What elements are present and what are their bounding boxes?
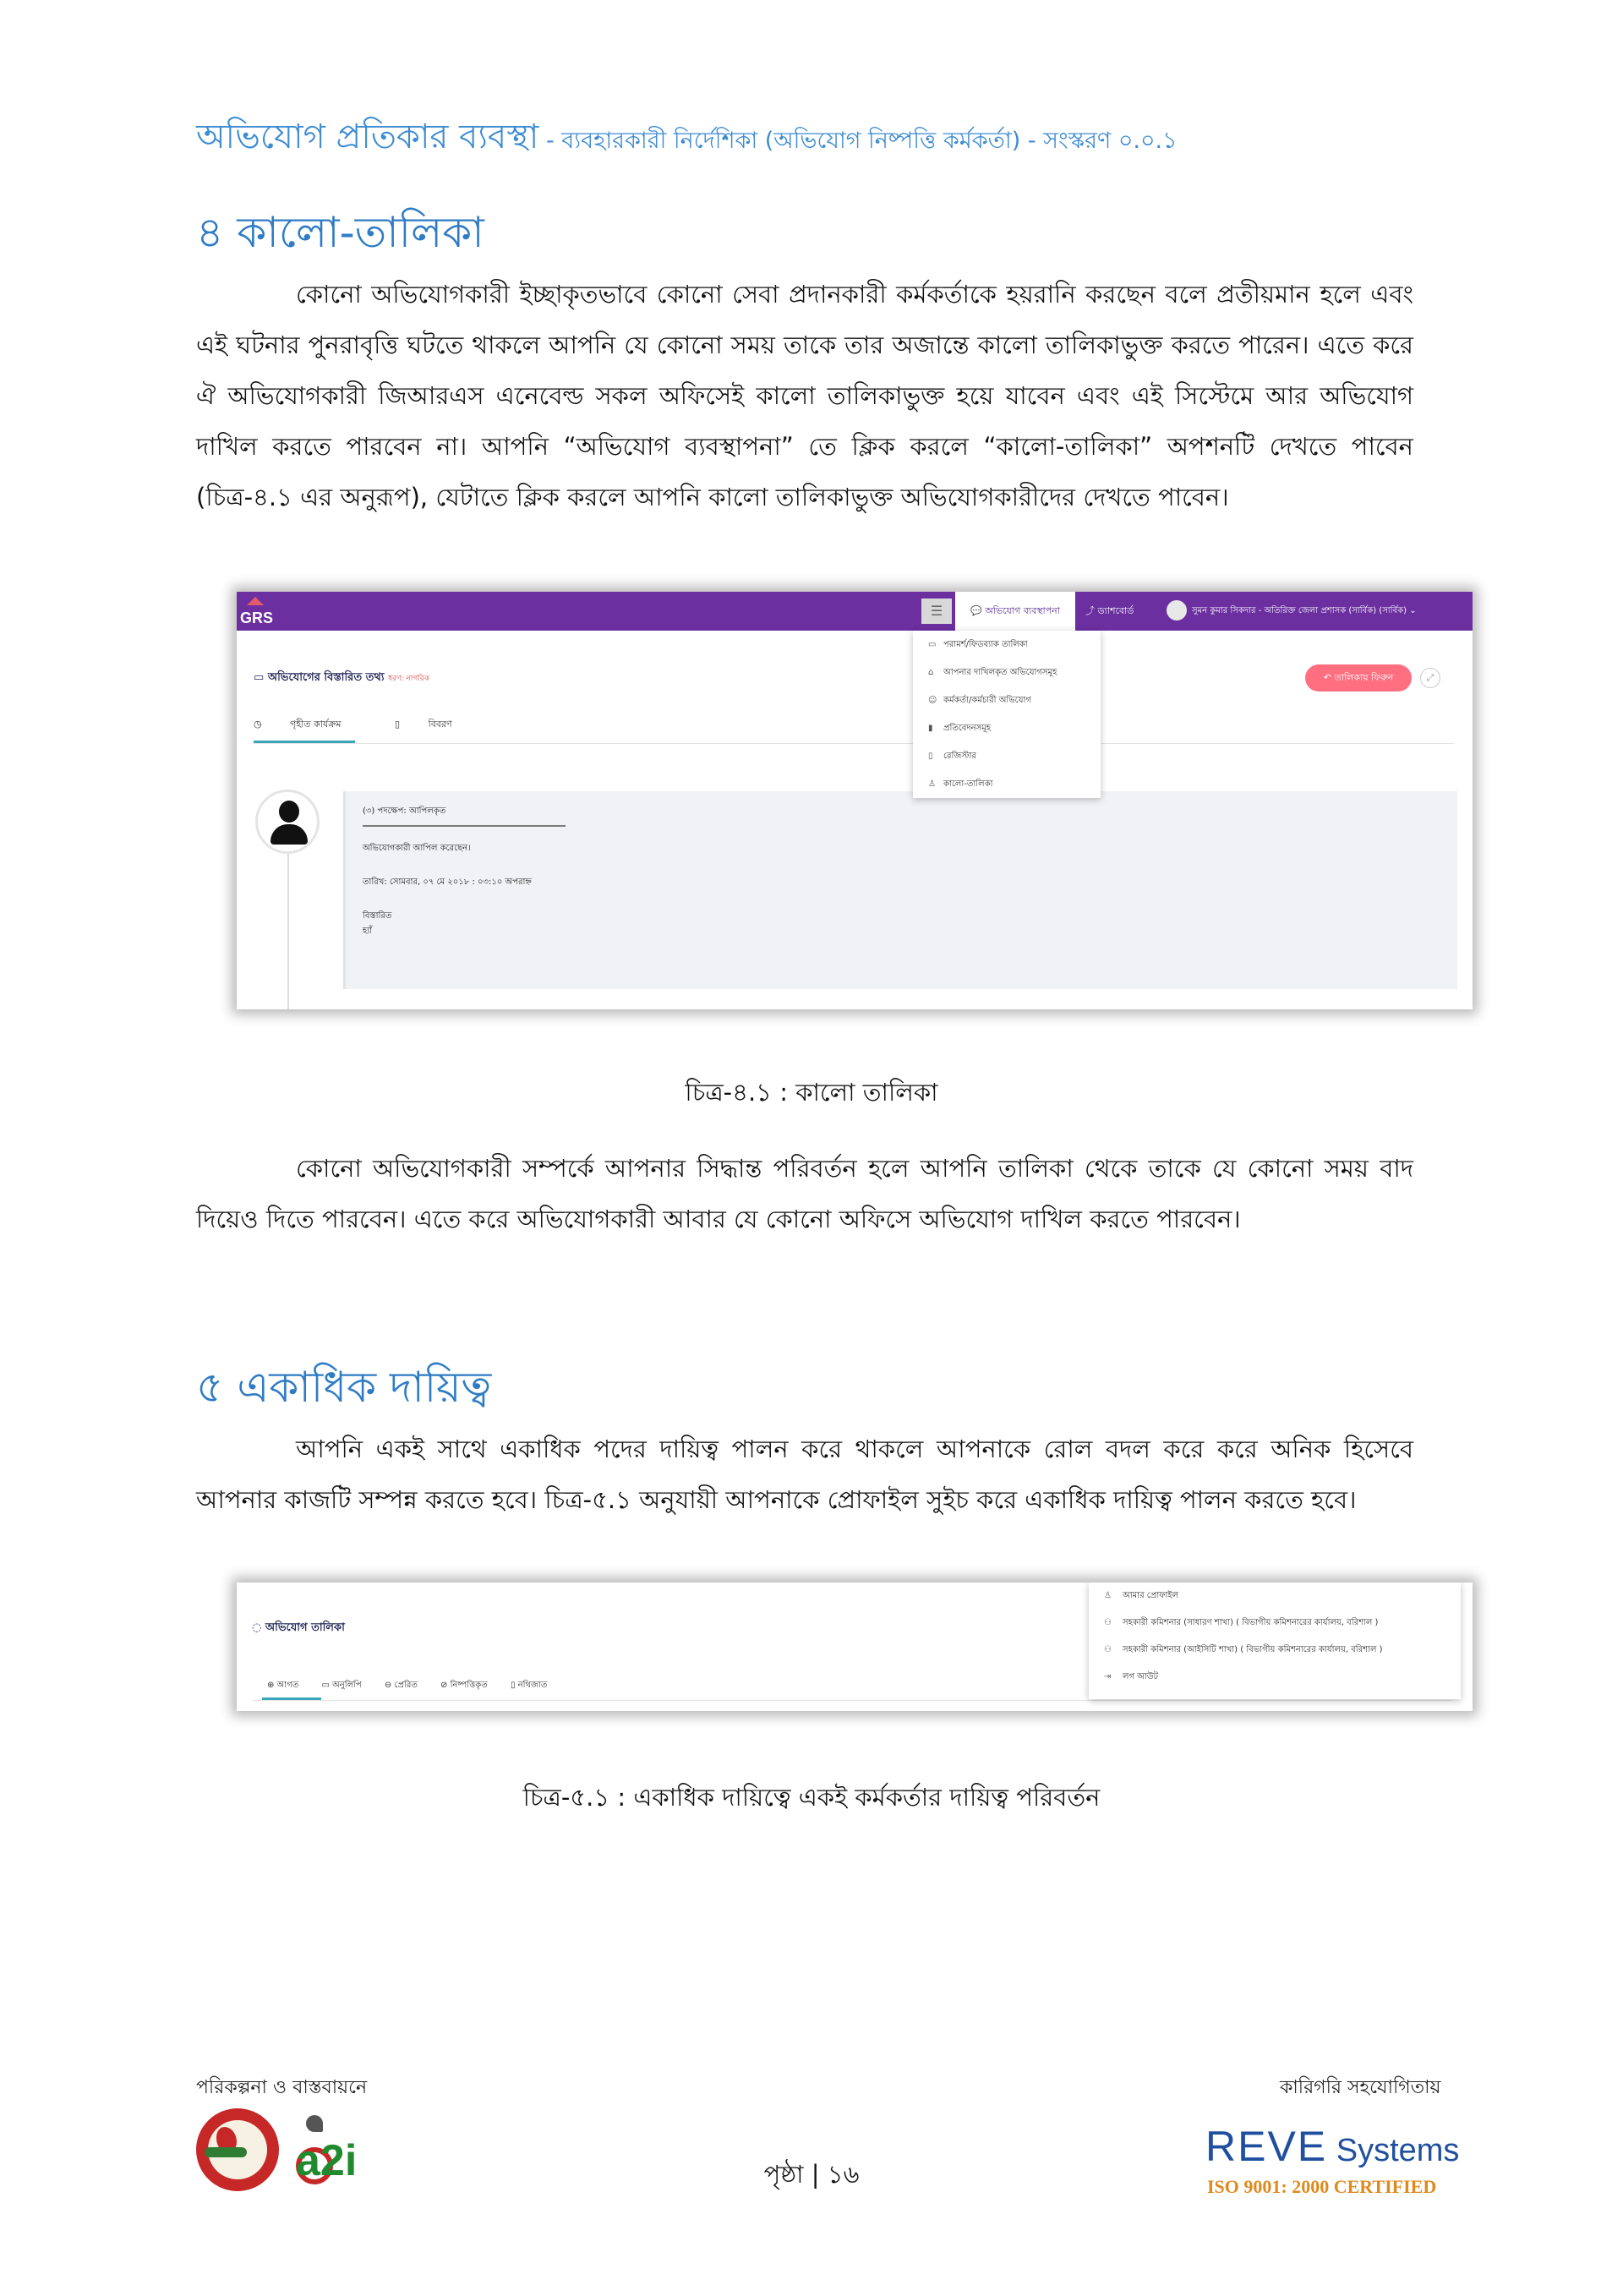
list-tabs <box>267 1679 567 1693</box>
top-navbar <box>237 592 1473 631</box>
menu-item-your-complaints[interactable]: ⌂ আপনার দাখিলকৃত অভিযোগসমূহ <box>913 659 1101 686</box>
section-4-paragraph-2: কোনো অভিযোগকারী সম্পর্কে আপনার সিদ্ধান্ত পরিবর্তন হলে আপনি তালিকা থেকে তাকে যে কোনো সময় বাদ দিয়েও দিতে পারবেন। এতে করে অভিযোগকারী আবার যে কোনো অফিসে অভিযোগ দাখিল করতে পারবেন। <box>196 1154 1413 1233</box>
technical-support-label: কারিগরি সহযোগিতায় <box>1280 2077 1441 2098</box>
section-4-heading: ৪ কালো-তালিকা <box>196 208 484 257</box>
clock-icon: ◷ <box>254 719 265 730</box>
nav-grievance-management[interactable]: 💬 অভিযোগ ব্যবস্থাপনা <box>955 592 1075 631</box>
expand-icon[interactable]: ⤢ <box>1420 668 1440 688</box>
menu-item-blacklist[interactable]: ♙ কালো-তালিকা <box>913 770 1101 798</box>
figure-4-1-caption: চিত্র-৪.১ : কালো তালিকা <box>685 1078 938 1107</box>
tab-actions-taken[interactable]: ◷ গৃহীত কার্যক্রম <box>254 719 342 730</box>
chat-icon: 💬 <box>970 605 986 616</box>
profile-switch-menu <box>1089 1583 1461 1699</box>
iso-certification: ISO 9001: 2000 CERTIFIED <box>1207 2176 1437 2197</box>
back-to-list-button[interactable]: ↶ তালিকায় ফিরুন <box>1305 664 1412 692</box>
page-number: পৃষ্ঠা | ১৬ <box>763 2160 860 2189</box>
back-arrow-icon: ↶ <box>1323 672 1335 683</box>
hamburger-menu-icon[interactable]: ☰ <box>921 599 952 624</box>
list-icon: ▭ <box>928 640 937 649</box>
step-date: তারিখ: সোমবার, ০৭ মে ২০১৮ : ০৩:১০ অপরাহ্ন <box>363 877 532 887</box>
list-title: ◌ অভিযোগ তালিকা <box>252 1621 345 1634</box>
chat-icon: ◌ <box>252 1621 265 1634</box>
menu-item-logout[interactable]: ⇥ লগ আউট <box>1089 1664 1461 1691</box>
tab-incoming[interactable]: ⊕ আগত <box>267 1681 299 1690</box>
complaint-type-tag: ধরণ: নাগরিক <box>388 675 430 683</box>
document-icon: ▭ <box>254 671 268 684</box>
screenshot-profile-switch <box>237 1583 1473 1711</box>
file-icon: ▯ <box>395 719 403 730</box>
user-avatar-icon <box>255 790 320 854</box>
page-title: ▭ অভিযোগের বিস্তারিত তথ্য ধরণ: নাগরিক <box>254 671 430 684</box>
step-details-label: বিস্তারিত <box>363 911 392 921</box>
timeline-line <box>287 845 289 1009</box>
grs-logo[interactable]: GRS <box>240 597 276 627</box>
step-description: অভিযোগকারী আপিল করেছেন। <box>363 844 471 853</box>
menu-item-register[interactable]: ▯ রেজিস্টার <box>913 742 1101 770</box>
bar-chart-icon: ▮ <box>928 724 933 733</box>
chart-icon: ⤴ <box>1085 605 1098 616</box>
menu-item-staff-complaints[interactable]: ☺ কর্মকর্তা/কর্মচারী অভিযোগ <box>913 686 1101 714</box>
tabs-divider <box>252 1700 1452 1701</box>
grievance-management-dropdown <box>913 631 1101 798</box>
reve-systems-logo: REVE Systems <box>1205 2123 1460 2170</box>
tabs-divider <box>254 743 1454 744</box>
document-title: অভিযোগ প্রতিকার ব্যবস্থা <box>196 118 539 156</box>
tab-sent[interactable]: ⊖ প্রেরিত <box>384 1681 418 1690</box>
staff-icon: ☺ <box>928 696 937 705</box>
step-title: (৩) পদক্ষেপ: আপিলকৃত <box>363 806 446 816</box>
avatar <box>1167 600 1187 620</box>
detail-tabs <box>254 717 503 733</box>
nav-dashboard[interactable]: ⤴ ড্যাশবোর্ড <box>1085 605 1134 616</box>
step-divider <box>363 825 566 827</box>
menu-item-my-profile[interactable]: ♙ আমার প্রোফাইল <box>1089 1583 1461 1610</box>
screenshot-blacklist <box>237 592 1473 1009</box>
section-5-paragraph-1: আপনি একই সাথে একাধিক পদের দায়িত্ব পালন করে থাকলে আপনাকে রোল বদল করে করে অনিক হিসেবে আপনার কাজটি সম্পন্ন করতে হবে। চিত্র-৫.১ অনুযায়ী আপনাকে প্রোফাইল সুইচ করে একাধিক দায়িত্ব পালন করতে হবে। <box>196 1435 1413 1514</box>
nav-user-menu[interactable]: সুমন কুমার সিকদার - অতিরিক্ত জেলা প্রশাসক (সার্বিক) (সার্বিক) ⌄ <box>1167 592 1417 631</box>
planning-label: পরিকল্পনা ও বাস্তবায়নে <box>196 2077 368 2098</box>
logout-icon: ⇥ <box>1104 1672 1112 1681</box>
book-icon: ▯ <box>928 752 933 761</box>
users-icon: ⚇ <box>1104 1618 1112 1627</box>
document-subtitle: - ব্যবহারকারী নির্দেশিকা (অভিযোগ নিষ্পত্তি কর্মকর্তা) - সংস্করণ ০.০.১ <box>538 128 1178 154</box>
figure-5-1-caption: চিত্র-৫.১ : একাধিক দায়িত্বে একই কর্মকর্তার দায়িত্ব পরিবর্তন <box>522 1783 1101 1812</box>
menu-item-role-general-branch[interactable]: ⚇ সহকারী কমিশনার (সাধারণ শাখা) ( বিভাগীয় কমিশনারের কার্যালয়, বরিশাল ) <box>1089 1610 1461 1637</box>
tab-cc[interactable]: ▭ অনুলিপি <box>321 1681 362 1690</box>
tab-archived[interactable]: ▯ নথিজাত <box>511 1681 548 1690</box>
menu-item-role-ict-branch[interactable]: ⚇ সহকারী কমিশনার (আইসিটি শাখা) ( বিভাগীয় কমিশনারের কার্যালয়, বরিশাল ) <box>1089 1637 1461 1664</box>
tab-description[interactable]: ▯ বিবরণ <box>395 719 452 730</box>
step-details-value: হ্যাঁ <box>363 927 373 936</box>
menu-item-feedback-list[interactable]: ▭ পরামর্শ/ফিডব্যাক তালিকা <box>913 631 1101 659</box>
a2i-logo: a2i <box>296 2113 372 2189</box>
user-icon: ♙ <box>1104 1591 1112 1600</box>
menu-item-reports[interactable]: ▮ প্রতিবেদনসমূহ <box>913 714 1101 742</box>
tab-resolved[interactable]: ⊘ নিষ্পত্তিকৃত <box>440 1681 488 1690</box>
user-icon: ♙ <box>928 779 936 789</box>
timeline-card <box>343 791 1457 989</box>
users-icon: ⚇ <box>1104 1645 1112 1654</box>
home-icon: ⌂ <box>928 668 934 677</box>
section-4-paragraph-1: কোনো অভিযোগকারী ইচ্ছাকৃতভাবে কোনো সেবা প্রদানকারী কর্মকর্তাকে হয়রানি করছেন বলে প্রতীয়মান হলে এবং এই ঘটনার পুনরাবৃত্তি ঘটতে থাকলে আপনি যে কোনো সময় তাকে তার অজান্তে কালো তালিকাভুক্ত করতে পারেন। এতে করে ঐ অভিযোগকারী জিআরএস এনেবেল্ড সকল অফিসেই কালো তালিকাভুক্ত হয়ে যাবেন এবং এই সিস্টেমে আর অভিযোগ দাখিল করতে পারবেন না। আপনি “অভিযোগ ব্যবস্থাপনা” তে ক্লিক করলে “কালো-তালিকা” অপশনটি দেখতে পাবেন (চিত্র-৪.১ এর অনুরূপ), যেটাতে ক্লিক করলে আপনি কালো তালিকাভুক্ত অভিযোগকারীদের দেখতে পাবেন। <box>196 280 1413 511</box>
section-5-heading: ৫ একাধিক দায়িত্ব <box>196 1363 492 1412</box>
document-header <box>196 110 1447 167</box>
